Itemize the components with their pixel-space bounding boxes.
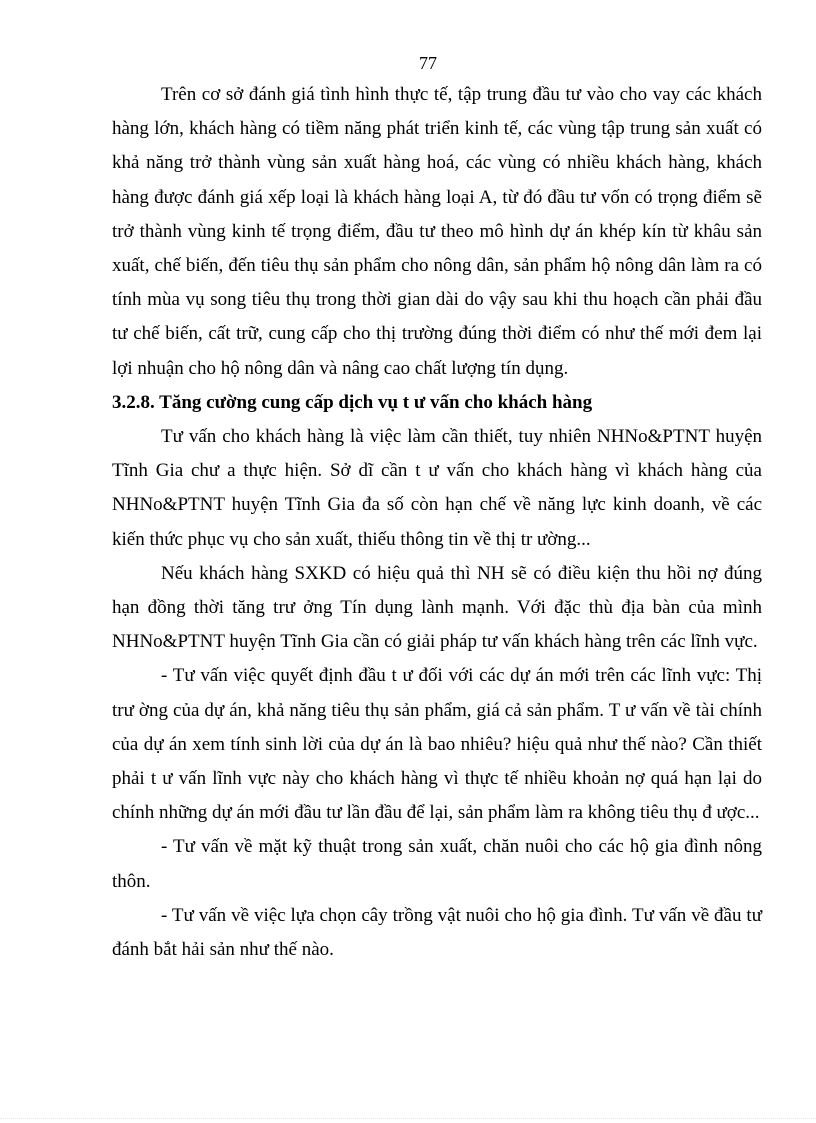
paragraph-investment-focus: Trên cơ sở đánh giá tình hình thực tế, tập trung đầu tư vào cho vay các khách hàng lớn, khách hàng có tiềm năng phát triển kinh tế, các vùng tập trung sản xuất có khả năng trở thành vùng sản xuất hàng hoá, các vùng có nhiều khách hàng, khách hàng được đánh giá xếp loại là khách hàng loại A, từ đó đầu tư vốn có trọng điểm sẽ trở thành vùng kinh tế trọng điểm, đầu tư theo mô hình dự án khép kín từ khâu sản xuất, chế biến, đến tiêu thụ sản phẩm cho nông dân, sản phẩm hộ nông dân làm ra có tính mùa vụ song tiêu thụ trong thời gian dài do vậy sau khi thu hoạch cần phải đầu tư chế biến, cất trữ, cung cấp cho thị trường đúng thời điểm có như thế mới đem lại lợi nhuận cho hộ nông dân và nâng cao chất lượng tín dụng. (112, 84, 762, 379)
paragraph-consulting-need: Tư vấn cho khách hàng là việc làm cần thiết, tuy nhiên NHNo&PTNT huyện Tĩnh Gia chư a thực hiện. Sở dĩ cần t ư vấn cho khách hàng vì khách hàng của NHNo&PTNT huyện Tĩnh Gia đa số còn hạn chế về năng lực kinh doanh, về các kiến thức phục vụ cho sản xuất, thiếu thông tin về thị tr ường... (112, 426, 762, 550)
list-item-technical-consulting: - Tư vấn về mặt kỹ thuật trong sản xuất, chăn nuôi cho các hộ gia đình nông thôn. (112, 836, 762, 892)
section-heading-3-2-8: 3.2.8. Tăng cường cung cấp dịch vụ t ư vấn cho khách hàng (112, 391, 593, 413)
page-number: 77 (419, 53, 437, 73)
document-body (112, 78, 762, 967)
page-bottom-divider (0, 1118, 816, 1119)
paragraph-effective-business: Nếu khách hàng SXKD có hiệu quả thì NH sẽ có điều kiện thu hồi nợ đúng hạn đồng thời tăng trư ởng Tín dụng lành mạnh. Với đặc thù địa bàn của mình NHNo&PTNT huyện Tĩnh Gia cần có giải pháp tư vấn khách hàng trên các lĩnh vực. (112, 562, 762, 653)
list-item-investment-consulting: - Tư vấn việc quyết định đầu t ư đối với các dự án mới trên các lĩnh vực: Thị trư ờng của dự án, khả năng tiêu thụ sản phẩm, giá cả sản phẩm. T ư vấn về tài chính của dự án xem tính sinh lời của dự án là bao nhiêu? hiệu quả như thế nào? Cần thiết phải t ư vấn lĩnh vực này cho khách hàng vì thực tế nhiều khoản nợ quá hạn lại do chính những dự án mới đầu tư lần đầu để lại, sản phẩm làm ra không tiêu thụ đ ược... (112, 665, 762, 824)
list-item-crop-livestock-consulting: - Tư vấn về việc lựa chọn cây trồng vật nuôi cho hộ gia đình. Tư vấn về đầu tư đánh bắt hải sản như thế nào. (112, 904, 762, 961)
